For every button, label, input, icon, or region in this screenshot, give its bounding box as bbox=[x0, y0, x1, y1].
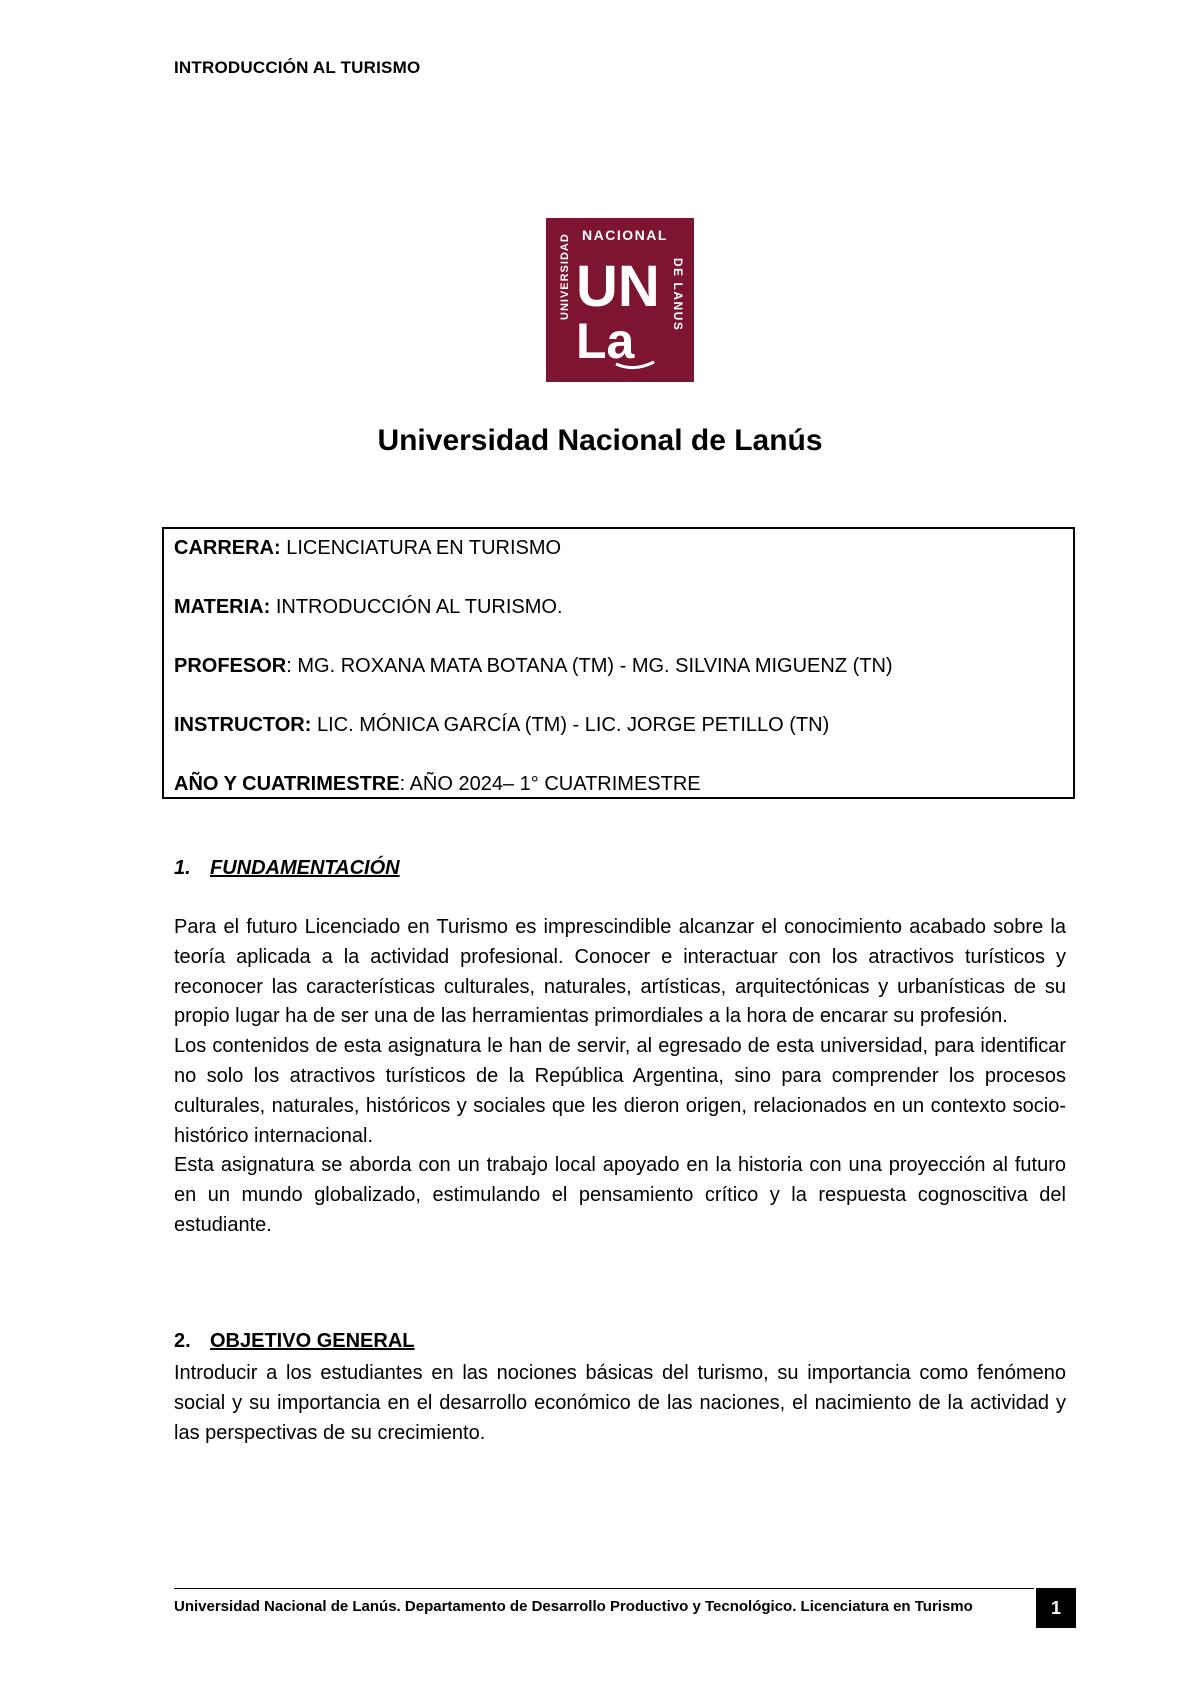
info-anio bbox=[174, 773, 701, 796]
section-number: 1. bbox=[174, 857, 191, 879]
info-materia-value: INTRODUCCIÓN AL TURISMO. bbox=[270, 596, 563, 618]
page-number: 1 bbox=[1036, 1588, 1076, 1628]
footer-divider bbox=[174, 1588, 1034, 1589]
logo-text-de-lanus: DE LANUS bbox=[671, 258, 685, 332]
paragraph: Esta asignatura se aborda con un trabajo local apoyado en la historia con una proyección al futuro en un mundo globalizado, estimulando el pensamiento crítico y la respuesta cognoscitiva del estudiante. bbox=[174, 1154, 1066, 1236]
paragraph: Introducir a los estudiantes en las nociones básicas del turismo, su importancia como fenómeno social y su importancia en el desarrollo económico de las naciones, el nacimiento de la actividad y las perspectivas de su crecimiento. bbox=[174, 1362, 1066, 1444]
info-profesor-value: : MG. ROXANA MATA BOTANA (TM) - MG. SILVINA MIGUENZ (TN) bbox=[286, 655, 893, 677]
paragraph: Los contenidos de esta asignatura le han de servir, al egresado de esta universidad, para identificar no solo los atractivos turísticos de la República Argentina, sino para comprender los procesos culturales, naturales, históricos y sociales que les dieron origen, relacionados en un contexto socio-histórico internacional. bbox=[174, 1035, 1066, 1147]
section-title: OBJETIVO GENERAL bbox=[210, 1330, 415, 1352]
section-number: 2. bbox=[174, 1330, 191, 1352]
info-materia-label: MATERIA: bbox=[174, 596, 271, 618]
running-header: INTRODUCCIÓN AL TURISMO bbox=[174, 58, 421, 77]
logo-text-universidad: UNIVERSIDAD bbox=[559, 233, 571, 320]
section-heading-objetivo-general bbox=[174, 1330, 414, 1353]
info-profesor-label: PROFESOR bbox=[174, 655, 287, 677]
info-instructor bbox=[174, 714, 829, 737]
info-carrera-label: CARRERA: bbox=[174, 537, 281, 559]
info-anio-label: AÑO Y CUATRIMESTRE bbox=[174, 773, 400, 795]
info-instructor-value: LIC. MÓNICA GARCÍA (TM) - LIC. JORGE PETILLO (TN) bbox=[311, 714, 830, 736]
university-logo bbox=[546, 218, 694, 382]
info-materia bbox=[174, 596, 563, 619]
logo-text-un: UN bbox=[576, 254, 660, 319]
info-carrera-value: LICENCIATURA EN TURISMO bbox=[280, 537, 562, 559]
fundamentacion-body bbox=[174, 913, 1066, 1241]
info-carrera bbox=[174, 537, 561, 560]
section-title: FUNDAMENTACIÓN bbox=[210, 857, 400, 879]
logo-text-la: La bbox=[576, 313, 635, 369]
logo-text-nacional: NACIONAL bbox=[582, 227, 668, 243]
course-info-box bbox=[162, 527, 1075, 799]
info-instructor-label: INSTRUCTOR: bbox=[174, 714, 312, 736]
objetivo-general-body bbox=[174, 1359, 1066, 1448]
footer-text: Universidad Nacional de Lanús. Departamento de Desarrollo Productivo y Tecnológico. Licenciatura en Turismo bbox=[174, 1598, 973, 1615]
info-profesor bbox=[174, 655, 893, 678]
section-heading-fundamentacion bbox=[174, 857, 400, 880]
university-title: Universidad Nacional de Lanús bbox=[377, 424, 823, 457]
info-anio-value: : AÑO 2024– 1° CUATRIMESTRE bbox=[399, 773, 701, 795]
paragraph: Para el futuro Licenciado en Turismo es imprescindible alcanzar el conocimiento acabado sobre la teoría aplicada a la actividad profesional. Conocer e interactuar con los atractivos turísticos y reconocer las características culturales, naturales, artísticas, arquitectónicas y urbanísticas de su propio lugar ha de ser una de las herramientas primordiales a la hora de encarar su profesión. bbox=[174, 916, 1066, 1028]
